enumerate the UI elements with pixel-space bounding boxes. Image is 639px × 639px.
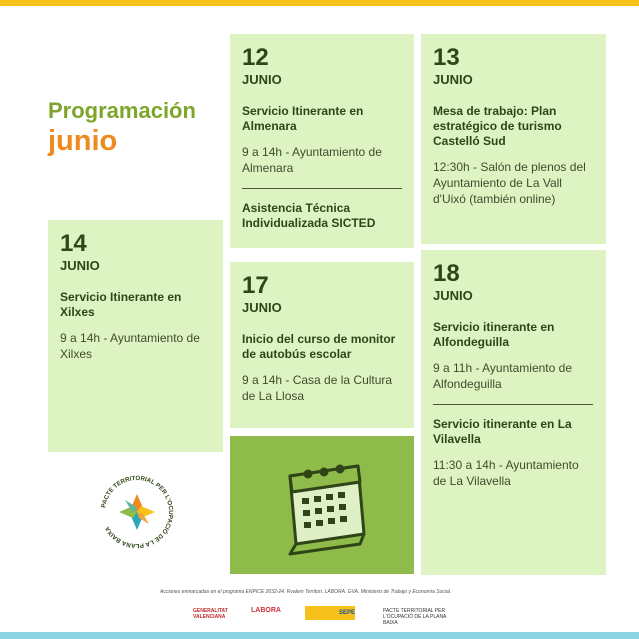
event-title: Servicio itinerante en La Vilavella (433, 417, 572, 446)
event-title: Mesa de trabajo: Plan estratégico de turismo Castelló Sud (433, 104, 562, 148)
card-day: 18 (433, 260, 460, 287)
bottom-accent-bar (0, 632, 639, 639)
page-heading (48, 98, 196, 158)
calendar-card (230, 436, 414, 574)
pacte-logo-mark (97, 472, 177, 552)
event-detail: 11:30 a 14h - Ayuntamiento de La Vilavella (433, 458, 579, 488)
event-card-13 (421, 34, 606, 244)
card-month: JUNIO (60, 258, 100, 273)
event-detail: 9 a 14h - Ayuntamiento de Almenara (242, 145, 382, 175)
divider (433, 404, 593, 405)
event-detail: 9 a 11h - Ayuntamiento de Alfondeguilla (433, 361, 572, 391)
divider (242, 188, 402, 189)
card-month: JUNIO (242, 72, 282, 87)
card-day: 12 (242, 44, 269, 71)
card-month: JUNIO (433, 72, 473, 87)
sponsor-sepe: SEPE (339, 610, 356, 616)
logo-ring-text: PACTE TERRITORIAL PER L'OCUPACIÓ DE LA PLANA BAIXA (100, 474, 175, 550)
heading-programacion: Programación (48, 98, 196, 123)
heading-month: junio (48, 125, 118, 157)
card-month: JUNIO (242, 300, 282, 315)
top-accent-bar (0, 0, 639, 6)
event-detail: 9 a 14h - Ayuntamiento de Xilxes (60, 331, 200, 361)
calendar-icon (230, 436, 414, 574)
event-title: Inicio del curso de monitor de autobús escolar (242, 332, 396, 361)
pacte-territorial-logo (97, 472, 177, 552)
event-card-18 (421, 250, 606, 575)
event-detail: 12:30h - Salón de plenos del Ayuntamiento de La Vall d'Uixó (también online) (433, 160, 586, 206)
event-detail: 9 a 14h - Casa de la Cultura de La Llosa (242, 373, 393, 403)
sponsor-pacte: PACTE TERRITORIAL PER L'OCUPACIÓ DE LA PLANA BAIXA (383, 608, 447, 626)
sponsor-logos (193, 604, 453, 628)
card-day: 17 (242, 272, 269, 299)
card-day: 14 (60, 230, 87, 257)
event-card-14 (48, 220, 223, 452)
sponsor-generalitat: GENERALITAT VALENCIANA (193, 608, 228, 620)
card-month: JUNIO (433, 288, 473, 303)
event-title: Servicio Itinerante en Almenara (242, 104, 364, 133)
event-card-17 (230, 262, 414, 428)
footer-note: Acciones enmarcadas en el programa ENPICE 2032-24. Rvalem Territori. LABORA. GVA. Ministerio de Trabajo y Economía Social. (160, 589, 452, 595)
event-title: Asistencia Técnica Individualizada SICTED (242, 201, 376, 230)
event-title: Servicio Itinerante en Xilxes (60, 290, 182, 319)
event-title: Servicio itinerante en Alfondeguilla (433, 320, 555, 349)
event-card-12 (230, 34, 414, 248)
sponsor-labora: LABORA (251, 607, 281, 614)
card-day: 13 (433, 44, 460, 71)
